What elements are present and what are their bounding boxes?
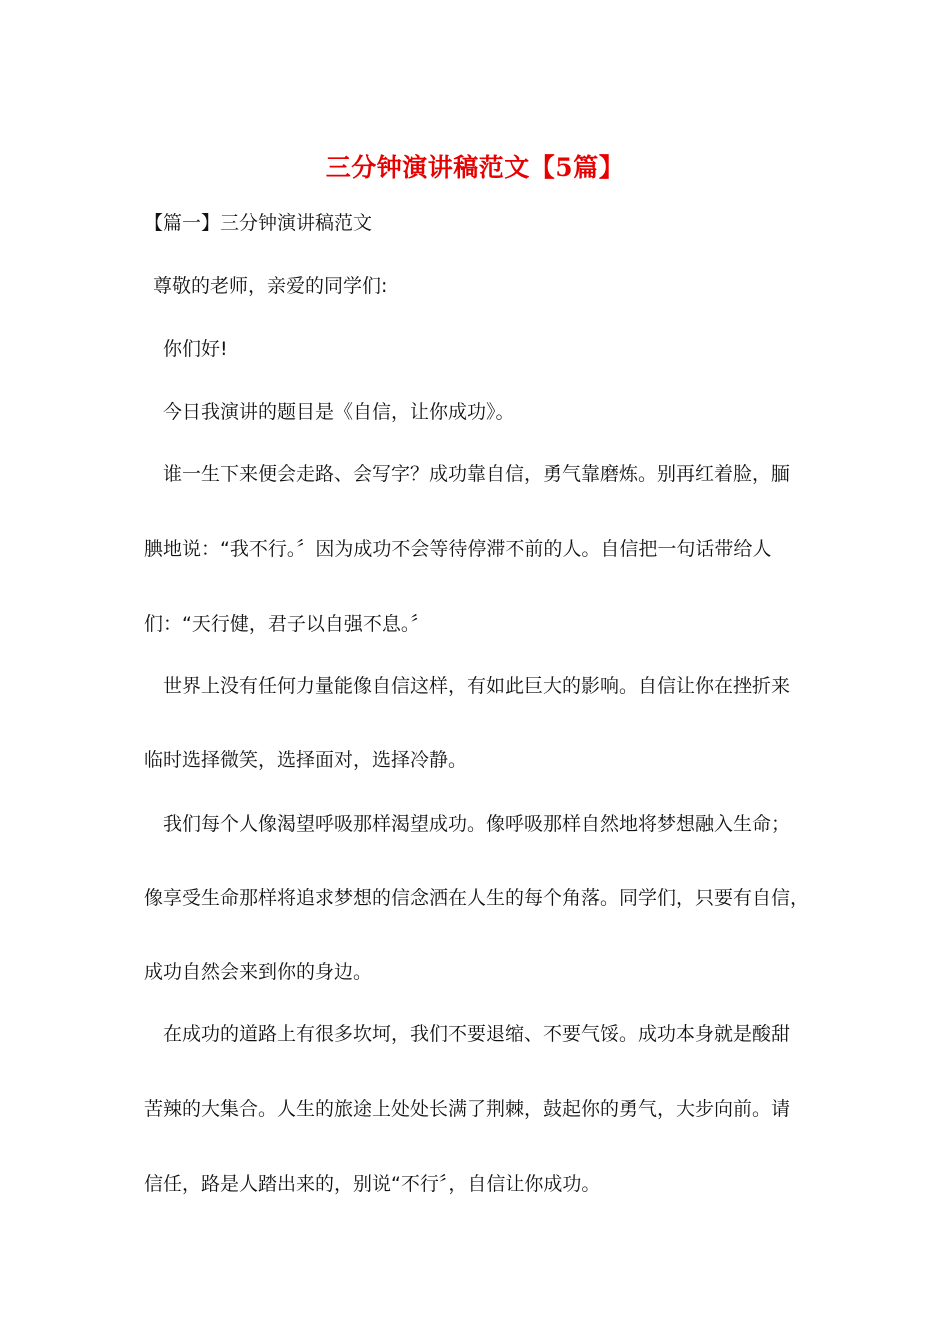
- paragraph-line: 谁一生下来便会走路、会写字？成功靠自信，勇气靠磨炼。别再红着脸，腼: [163, 463, 791, 485]
- paragraph-line: 苦辣的大集合。人生的旅途上处处长满了荆棘，鼓起你的勇气，大步向前。请: [144, 1098, 791, 1120]
- paragraph-line: 成功自然会来到你的身边。: [144, 961, 373, 983]
- paragraph-line: 信任，路是人踏出来的，别说“不行〞，自信让你成功。: [144, 1173, 601, 1195]
- paragraph-line: 世界上没有任何力量能像自信这样，有如此巨大的影响。自信让你在挫折来: [163, 675, 791, 697]
- paragraph-line: 临时选择微笑，选择面对，选择冷静。: [144, 749, 468, 771]
- paragraph-line: 们：“天行健，君子以自强不息。〞: [144, 613, 430, 635]
- paragraph-line: 我们每个人像渴望呼吸那样渴望成功。像呼吸那样自然地将梦想融入生命；: [163, 813, 791, 835]
- document-title: 三分钟演讲稿范文【5篇】: [325, 153, 625, 182]
- section-heading: 【篇一】三分钟演讲稿范文: [144, 212, 373, 234]
- paragraph-line: 在成功的道路上有很多坎坷，我们不要退缩、不要气馁。成功本身就是酸甜: [163, 1023, 791, 1045]
- paragraph-line: 今日我演讲的题目是《自信，让你成功》。: [163, 401, 515, 423]
- paragraph-line: 腆地说：“我不行。〞因为成功不会等待停滞不前的人。自信把一句话带给人: [144, 538, 772, 560]
- salutation-line: 尊敬的老师，亲爱的同学们:: [153, 275, 388, 297]
- paragraph-line: 像享受生命那样将追求梦想的信念洒在人生的每个角落。同学们，只要有自信，: [144, 887, 810, 909]
- greeting-line: 你们好!: [163, 338, 228, 360]
